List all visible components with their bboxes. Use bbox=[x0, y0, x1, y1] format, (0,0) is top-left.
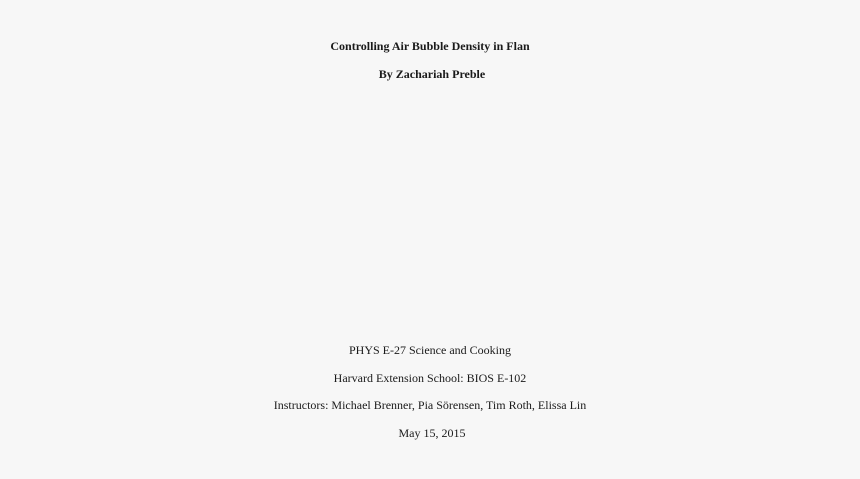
document-author: By Zachariah Preble bbox=[378, 67, 486, 81]
document-date: May 15, 2015 bbox=[398, 426, 466, 440]
course-name: PHYS E-27 Science and Cooking bbox=[349, 343, 511, 357]
instructors-list: Instructors: Michael Brenner, Pia Sörensen, Tim Roth, Elissa Lin bbox=[273, 398, 587, 412]
school-name: Harvard Extension School: BIOS E-102 bbox=[333, 371, 527, 385]
document-title: Controlling Air Bubble Density in Flan bbox=[330, 39, 530, 53]
